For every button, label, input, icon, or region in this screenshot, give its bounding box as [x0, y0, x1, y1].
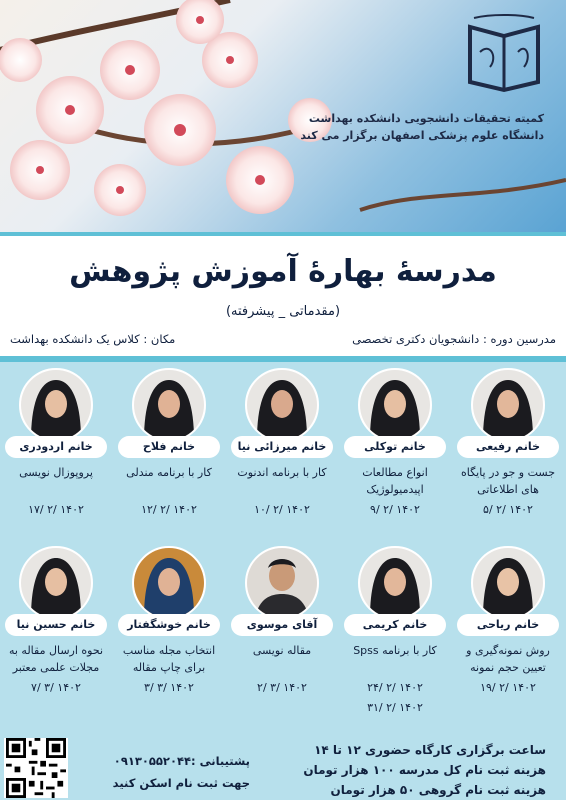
avatar — [358, 368, 432, 442]
scan-instruction: جهت ثبت نام اسکن کنید — [112, 776, 250, 790]
speaker-date: ۱۴۰۲ /۳ /۲ — [257, 681, 307, 694]
speaker-name: خانم ریاحی — [457, 614, 559, 636]
speaker-date: ۱۴۰۲ /۲ /۱۷ — [28, 503, 84, 516]
avatar — [19, 546, 93, 620]
fee-group-text: هزینه ثبت نام گروهی ۵۰ هزار تومان — [330, 783, 546, 797]
speaker-name: خانم کریمی — [344, 614, 446, 636]
speaker-card — [454, 368, 562, 518]
speaker-date: ۱۴۰۲ /۳ /۳ — [144, 681, 194, 694]
avatar — [245, 368, 319, 442]
speaker-card — [341, 368, 449, 518]
speaker-name: خانم میرزائی نیا — [231, 436, 333, 458]
speaker-name: خانم اردودری — [5, 436, 107, 458]
speaker-topic: مقاله نویسی — [252, 644, 312, 657]
speaker-date: ۱۴۰۲ /۳ /۷ — [31, 681, 81, 694]
speaker-topic: جست و جو در پایگاه های اطلاعاتی — [460, 466, 556, 496]
speaker-topic: کار با برنامه مندلی — [126, 466, 212, 479]
speaker-name: آقای موسوی — [231, 614, 333, 636]
speaker-name: خانم رفیعی — [457, 436, 559, 458]
speaker-name: خانم خوشگفتار — [118, 614, 220, 636]
page-title: مدرسهٔ بهارهٔ آموزش پژوهش — [69, 254, 497, 289]
speaker-topic: انواع مطالعات اپیدمیولوژیک — [362, 466, 428, 496]
page-subtitle: (مقدماتی _ پیشرفته) — [225, 304, 341, 319]
speaker-topic: روش نمونه‌گیری و تعیین حجم نمونه — [466, 644, 550, 674]
speaker-date: ۱۴۰۲ /۲ /۲۴ — [367, 681, 423, 694]
speaker-date: ۱۴۰۲ /۲ /۱۹ — [480, 681, 536, 694]
header-banner — [0, 0, 566, 232]
speaker-topic: کار با برنامه Spss — [353, 644, 437, 657]
speaker-card — [228, 368, 336, 518]
divider-band — [0, 232, 566, 236]
avatar — [358, 546, 432, 620]
speaker-name: خانم توکلی — [344, 436, 446, 458]
speaker-topic: کار با برنامه اندنوت — [237, 466, 327, 479]
university-logo-icon — [460, 12, 548, 94]
avatar — [245, 546, 319, 620]
place-info: مکان : کلاس یک دانشکده بهداشت — [10, 332, 176, 346]
speaker-date: ۱۴۰۲ /۲ /۱۰ — [254, 503, 310, 516]
speaker-date: ۱۴۰۲ /۲ /۵ — [483, 503, 533, 516]
speaker-card — [341, 546, 449, 716]
org-line-1: کمیته تحقیقات دانشجویی دانشکده بهداشت — [308, 112, 544, 125]
support-box — [80, 750, 250, 794]
support-phone: پشتیبانی :۰۹۱۳۰۵۵۲۰۴۴ — [113, 754, 250, 768]
speaker-date-2: ۱۴۰۲ /۲ /۳۱ — [367, 701, 423, 714]
speaker-card — [454, 546, 562, 696]
speaker-name: خانم حسین نیا — [5, 614, 107, 636]
speaker-topic: نحوه ارسال مقاله به مجلات علمی معتبر — [8, 644, 104, 674]
speaker-topic: انتخاب مجله مناسب برای چاپ مقاله — [122, 644, 216, 674]
organizer-text — [214, 110, 544, 144]
org-line-2: دانشگاه علوم پزشکی اصفهان برگزار می کند — [300, 129, 544, 142]
title-section — [0, 240, 566, 358]
speaker-topic: پروپوزال نویسی — [19, 466, 93, 479]
speaker-name: خانم فلاح — [118, 436, 220, 458]
avatar — [471, 368, 545, 442]
fee-single-text: هزینه ثبت نام کل مدرسه ۱۰۰ هزار تومان — [303, 763, 546, 777]
avatar — [471, 546, 545, 620]
speakers-grid — [0, 362, 566, 800]
hours-text: ساعت برگزاری کارگاه حضوری ۱۲ تا ۱۴ — [314, 743, 546, 757]
speaker-date: ۱۴۰۲ /۲ /۱۲ — [141, 503, 197, 516]
speaker-card — [115, 546, 223, 696]
speaker-date: ۱۴۰۲ /۲ /۹ — [370, 503, 420, 516]
qr-code-icon[interactable] — [4, 738, 68, 798]
speaker-card — [2, 546, 110, 696]
event-details — [303, 740, 546, 800]
teachers-info: مدرسین دوره : دانشجویان دکتری تخصصی — [352, 332, 556, 346]
avatar — [19, 368, 93, 442]
avatar — [132, 546, 206, 620]
speaker-card — [228, 546, 336, 696]
avatar — [132, 368, 206, 442]
speaker-card — [115, 368, 223, 518]
speaker-card — [2, 368, 110, 518]
